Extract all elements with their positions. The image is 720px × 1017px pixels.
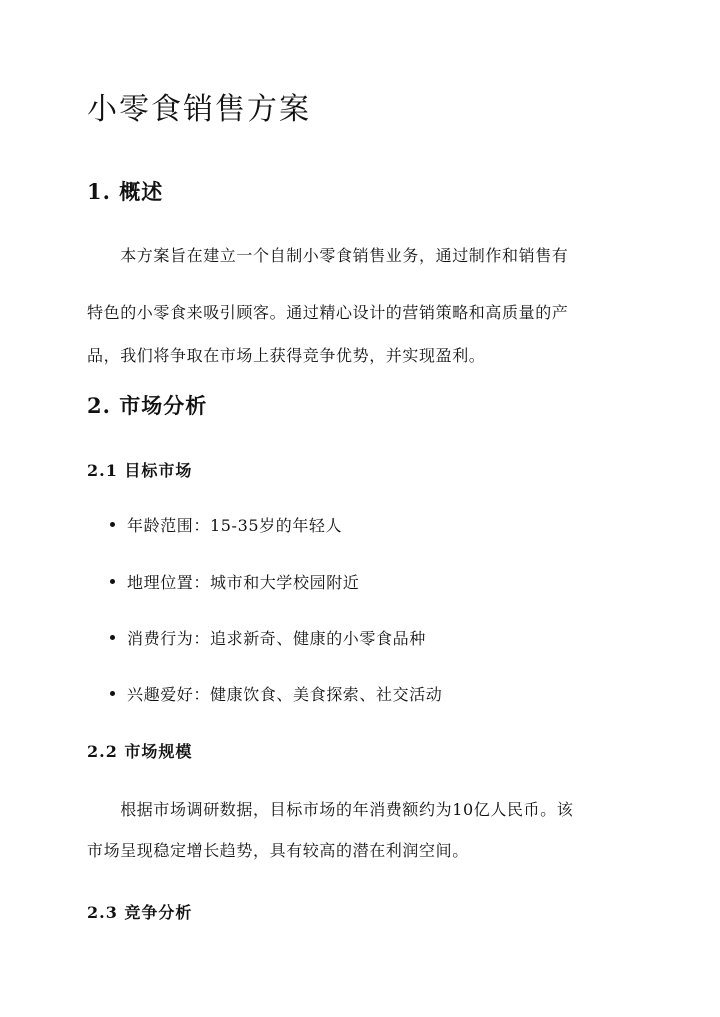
list-item (87, 626, 426, 649)
overview-paragraph (87, 241, 635, 370)
list-item-text: 兴趣爱好：健康饮食、美食探索、社交活动 (127, 685, 443, 704)
list-item (87, 513, 342, 536)
list-item (87, 570, 359, 593)
list-item (87, 682, 442, 705)
section-heading-market: 2. 市场分析 (87, 393, 208, 418)
paragraph-line: 特色的小零食来吸引顾客。通过精心设计的营销策略和高质量的产 (87, 303, 569, 322)
document-title: 小零食销售方案 (87, 92, 311, 127)
section-heading-overview: 1. 概述 (87, 179, 164, 204)
list-item-text: 年龄范围：15-35岁的年轻人 (127, 516, 343, 535)
bullet-icon (110, 691, 115, 696)
market-scale-paragraph (87, 795, 635, 865)
list-item-text: 地理位置：城市和大学校园附近 (127, 573, 360, 592)
list-item-text: 消费行为：追求新奇、健康的小零食品种 (127, 629, 426, 648)
bullet-icon (110, 579, 115, 584)
subsection-heading-target-market: 2.1 目标市场 (87, 461, 193, 480)
paragraph-line: 品，我们将争取在市场上获得竞争优势，并实现盈利。 (87, 346, 486, 365)
paragraph-line: 市场呈现稳定增长趋势，具有较高的潜在利润空间。 (87, 841, 469, 860)
subsection-heading-competition: 2.3 竞争分析 (87, 903, 193, 922)
paragraph-line: 本方案旨在建立一个自制小零食销售业务，通过制作和销售有 (87, 246, 569, 265)
subsection-heading-market-scale: 2.2 市场规模 (87, 742, 193, 761)
bullet-icon (110, 635, 115, 640)
paragraph-line: 根据市场调研数据，目标市场的年消费额约为10亿人民币。该 (87, 800, 574, 819)
bullet-icon (110, 522, 115, 527)
